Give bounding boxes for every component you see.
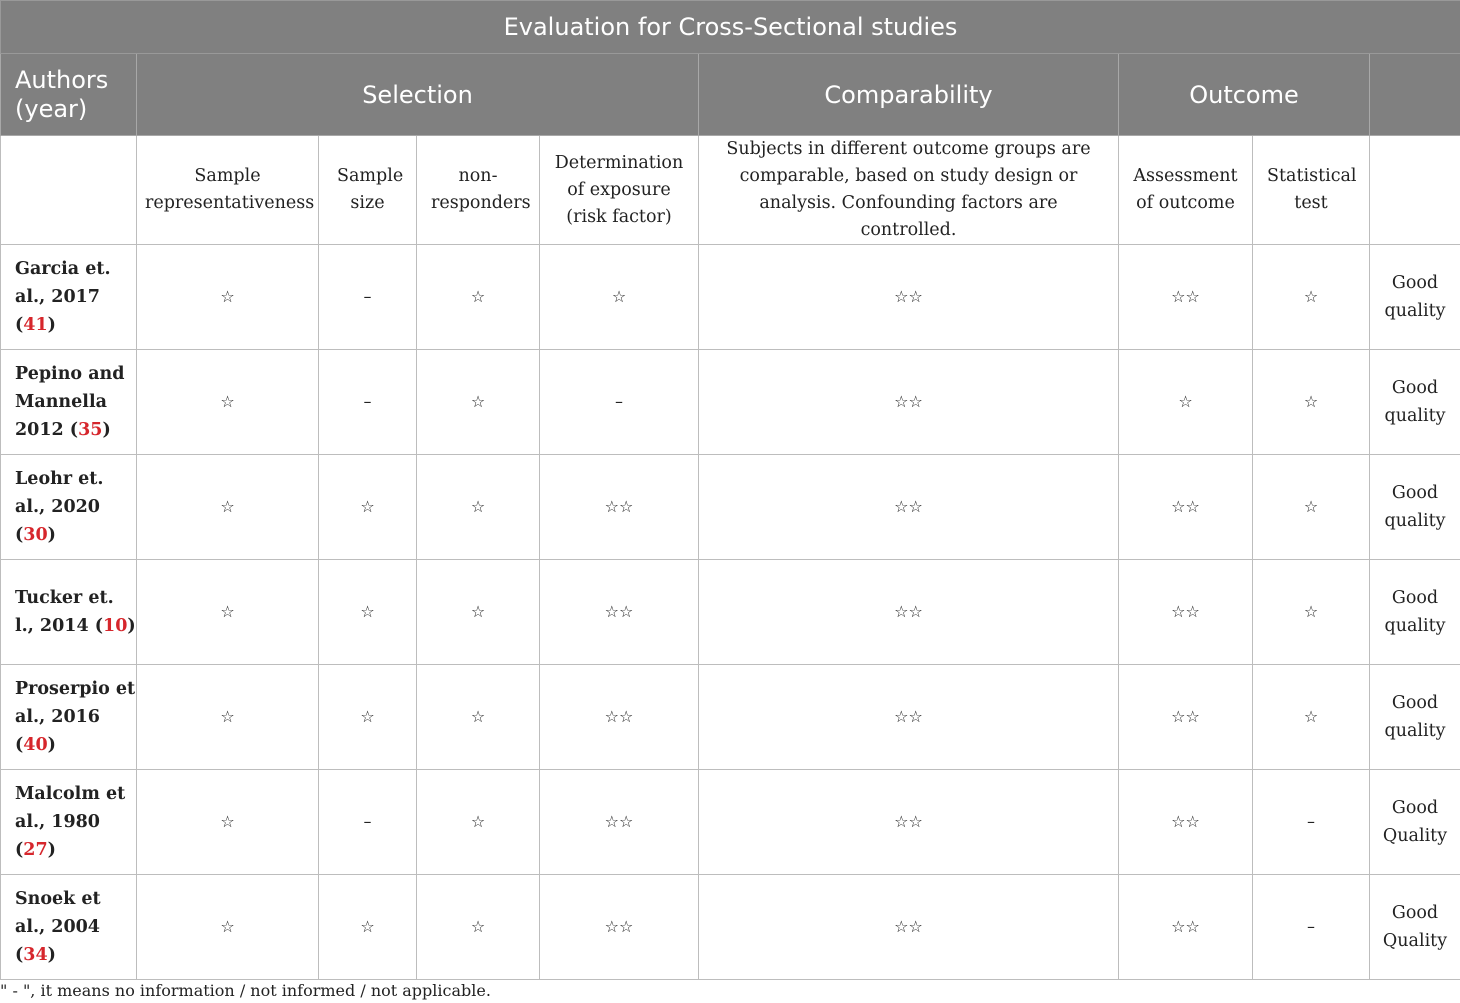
author-text: Tucker et. l., 2014 (: [15, 588, 114, 636]
star-icon: ☆: [1303, 602, 1319, 621]
star-icon: ☆☆: [894, 917, 923, 936]
author-cell: [1, 560, 137, 665]
sub-header-text: Sample representativeness: [145, 166, 315, 213]
star-icon: ☆☆: [604, 602, 634, 621]
quality-text: Good quality: [1384, 378, 1446, 426]
sub-header-text: Sample size: [337, 166, 404, 213]
comparability-cell: [699, 455, 1119, 560]
sub-header-comparability-desc: [699, 136, 1119, 245]
star-icon: –: [363, 392, 372, 411]
reference-link[interactable]: 35: [78, 420, 103, 440]
author-cell: [1, 245, 137, 350]
author-close: ): [127, 616, 136, 636]
assessment-cell: [1119, 770, 1253, 875]
quality-cell: [1370, 245, 1460, 350]
header-comparability: Comparability: [699, 54, 1119, 136]
author-cell: [1, 875, 137, 980]
non-responders-cell: [417, 245, 540, 350]
star-icon: ☆: [1178, 392, 1193, 411]
sub-header-sample-size: [319, 136, 417, 245]
star-icon: ☆: [360, 707, 375, 726]
sub-header-non-responders: [417, 136, 540, 245]
exposure-cell: [540, 560, 699, 665]
star-icon: ☆☆: [894, 392, 923, 411]
sample-size-cell: [319, 245, 417, 350]
sample-size-cell: [319, 665, 417, 770]
sub-header-text: Assessment of outcome: [1133, 166, 1238, 213]
assessment-cell: [1119, 245, 1253, 350]
author-close: ): [102, 420, 111, 440]
author-close: ): [47, 840, 56, 860]
star-icon: ☆: [470, 707, 486, 726]
quality-text: Good quality: [1384, 273, 1446, 321]
sample-rep-cell: [137, 560, 319, 665]
quality-cell: [1370, 455, 1460, 560]
quality-cell: [1370, 770, 1460, 875]
star-icon: ☆: [1303, 392, 1319, 411]
group-header-row: [1, 54, 1460, 136]
star-icon: ☆: [220, 707, 235, 726]
reference-link[interactable]: 40: [23, 735, 48, 755]
author-cell: [1, 350, 137, 455]
star-icon: ☆: [611, 287, 627, 306]
table-row: [1, 350, 1460, 455]
sub-header-empty: [1, 136, 137, 245]
non-responders-cell: [417, 350, 540, 455]
star-icon: –: [615, 392, 623, 411]
author-cell: [1, 770, 137, 875]
comparability-cell: [699, 560, 1119, 665]
star-icon: ☆☆: [1171, 707, 1200, 726]
star-icon: ☆: [470, 497, 486, 516]
sample-size-cell: [319, 350, 417, 455]
star-icon: ☆: [220, 497, 235, 516]
comparability-cell: [699, 770, 1119, 875]
sub-header-statistical-test: [1253, 136, 1370, 245]
title-row: [1, 1, 1460, 54]
star-icon: ☆☆: [1171, 602, 1200, 621]
author-text: Proserpio et al., 2016 (: [15, 679, 136, 755]
star-icon: ☆: [360, 602, 375, 621]
author-cell: [1, 455, 137, 560]
star-icon: ☆: [220, 392, 235, 411]
non-responders-cell: [417, 665, 540, 770]
table-title: Evaluation for Cross-Sectional studies: [1, 1, 1460, 54]
star-icon: ☆☆: [604, 497, 634, 516]
star-icon: –: [363, 812, 372, 831]
sub-header-determination-exposure: [540, 136, 699, 245]
exposure-cell: [540, 455, 699, 560]
author-text: Garcia et. al., 2017 (: [15, 259, 111, 335]
quality-cell: [1370, 665, 1460, 770]
statistical-cell: [1253, 875, 1370, 980]
comparability-cell: [699, 875, 1119, 980]
author-text: Pepino and Mannella 2012 (: [15, 364, 125, 440]
table-row: [1, 665, 1460, 770]
star-icon: ☆: [220, 917, 235, 936]
star-icon: ☆☆: [1171, 917, 1200, 936]
reference-link[interactable]: 10: [103, 616, 128, 636]
star-icon: ☆: [470, 602, 486, 621]
sample-size-cell: [319, 455, 417, 560]
header-quality: [1370, 54, 1460, 136]
header-authors: Authors (year): [1, 54, 137, 136]
reference-link[interactable]: 41: [23, 315, 48, 335]
sample-size-cell: [319, 875, 417, 980]
statistical-cell: [1253, 665, 1370, 770]
author-text: Snoek et al., 2004 (: [15, 889, 101, 965]
statistical-cell: [1253, 770, 1370, 875]
comparability-cell: [699, 665, 1119, 770]
star-icon: –: [363, 287, 372, 306]
sample-rep-cell: [137, 665, 319, 770]
star-icon: ☆☆: [604, 917, 634, 936]
exposure-cell: [540, 770, 699, 875]
assessment-cell: [1119, 665, 1253, 770]
table-row: [1, 245, 1460, 350]
non-responders-cell: [417, 455, 540, 560]
star-icon: ☆☆: [894, 707, 923, 726]
star-icon: ☆☆: [1171, 287, 1200, 306]
star-icon: ☆: [360, 497, 375, 516]
exposure-cell: [540, 350, 699, 455]
star-icon: ☆☆: [604, 812, 634, 831]
sample-rep-cell: [137, 455, 319, 560]
assessment-cell: [1119, 875, 1253, 980]
exposure-cell: [540, 245, 699, 350]
quality-text: Good quality: [1384, 483, 1446, 531]
reference-link[interactable]: 27: [23, 840, 48, 860]
sub-header-assessment-outcome: [1119, 136, 1253, 245]
star-icon: ☆: [470, 287, 486, 306]
table-row: [1, 770, 1460, 875]
table-row: [1, 560, 1460, 665]
sample-rep-cell: [137, 770, 319, 875]
table-row: [1, 455, 1460, 560]
sub-header-text: Determination of exposure (risk factor): [554, 152, 684, 227]
author-cell: [1, 665, 137, 770]
star-icon: ☆☆: [604, 707, 634, 726]
star-icon: ☆: [220, 812, 235, 831]
assessment-cell: [1119, 350, 1253, 455]
sample-rep-cell: [137, 875, 319, 980]
author-close: ): [47, 525, 56, 545]
reference-link[interactable]: 34: [23, 945, 48, 965]
star-icon: –: [1307, 917, 1315, 936]
comparability-cell: [699, 245, 1119, 350]
author-text: Malcolm et al., 1980 (: [15, 784, 126, 860]
star-icon: ☆: [470, 917, 486, 936]
star-icon: ☆☆: [894, 812, 923, 831]
assessment-cell: [1119, 560, 1253, 665]
star-icon: ☆☆: [1171, 497, 1200, 516]
quality-cell: [1370, 560, 1460, 665]
quality-text: Good Quality: [1382, 798, 1448, 846]
sample-rep-cell: [137, 245, 319, 350]
non-responders-cell: [417, 770, 540, 875]
header-selection: Selection: [137, 54, 699, 136]
star-icon: ☆: [1303, 497, 1319, 516]
statistical-cell: [1253, 455, 1370, 560]
star-icon: ☆☆: [1171, 812, 1200, 831]
exposure-cell: [540, 665, 699, 770]
star-icon: ☆: [220, 287, 235, 306]
assessment-cell: [1119, 455, 1253, 560]
star-icon: ☆: [1303, 707, 1319, 726]
comparability-cell: [699, 350, 1119, 455]
quality-cell: [1370, 875, 1460, 980]
sub-header-text: non-responders: [431, 166, 531, 213]
statistical-cell: [1253, 350, 1370, 455]
author-close: ): [47, 945, 56, 965]
star-icon: ☆: [1303, 287, 1319, 306]
star-icon: ☆: [220, 602, 235, 621]
star-icon: ☆: [470, 392, 486, 411]
author-text: Leohr et. al., 2020 (: [15, 469, 104, 545]
sub-header-row: [1, 136, 1460, 245]
table-row: [1, 875, 1460, 980]
author-close: ): [47, 315, 56, 335]
quality-text: Good Quality: [1382, 903, 1448, 951]
quality-text: Good quality: [1384, 693, 1446, 741]
exposure-cell: [540, 875, 699, 980]
statistical-cell: [1253, 560, 1370, 665]
sample-size-cell: [319, 770, 417, 875]
star-icon: ☆: [470, 812, 486, 831]
star-icon: –: [1307, 812, 1315, 831]
non-responders-cell: [417, 560, 540, 665]
star-icon: ☆☆: [894, 497, 923, 516]
sub-header-sample-representativeness: [137, 136, 319, 245]
sub-header-text: Statistical test: [1267, 166, 1357, 213]
sample-size-cell: [319, 560, 417, 665]
quality-text: Good quality: [1384, 588, 1446, 636]
author-close: ): [47, 735, 56, 755]
statistical-cell: [1253, 245, 1370, 350]
star-icon: ☆☆: [894, 287, 923, 306]
footnote: " - ", it means no information / not informed / not applicable.: [0, 981, 491, 1000]
reference-link[interactable]: 30: [23, 525, 48, 545]
sub-header-text: Subjects in different outcome groups are comparable, based on study design or analysis. Confounding factors are controlled.: [726, 139, 1091, 240]
non-responders-cell: [417, 875, 540, 980]
header-outcome: Outcome: [1119, 54, 1370, 136]
sample-rep-cell: [137, 350, 319, 455]
star-icon: ☆: [360, 917, 375, 936]
star-icon: ☆☆: [894, 602, 923, 621]
sub-header-empty: [1370, 136, 1460, 245]
quality-cell: [1370, 350, 1460, 455]
